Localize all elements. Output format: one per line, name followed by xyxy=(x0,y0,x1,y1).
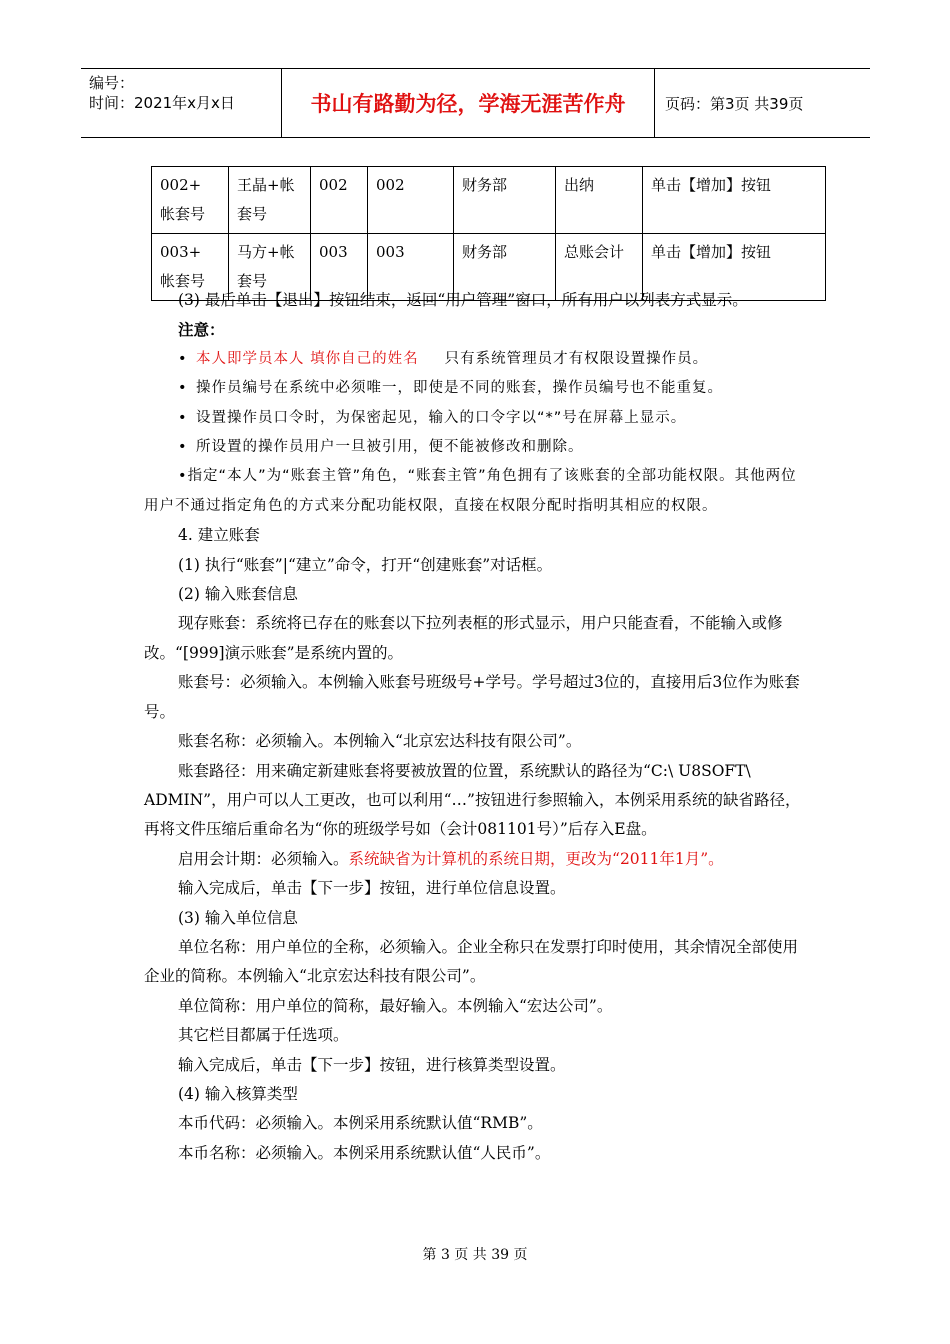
table-cell: 002 xyxy=(368,167,454,234)
bullet-icon: • xyxy=(178,468,188,485)
paragraph: 输入完成后，单击【下一步】按钮，进行核算类型设置。 xyxy=(178,1055,566,1074)
table-cell: 002 xyxy=(311,167,368,234)
paragraph: (4) 输入核算类型 xyxy=(178,1084,298,1103)
page-info: 页码：第3页 共39页 xyxy=(665,94,804,113)
bullet-icon: • xyxy=(178,380,188,397)
table-cell: 财务部 xyxy=(454,167,556,234)
bullet-text: 只有系统管理员才有权限设置操作员。 xyxy=(444,350,709,367)
paragraph: (3) 最后单击【退出】按钮结束，返回“用户管理”窗口，所有用户以列表方式显示。 xyxy=(178,291,748,309)
bullet-item xyxy=(144,404,808,433)
bullet-item xyxy=(144,374,808,403)
bullet-icon: • xyxy=(178,409,188,426)
table-row xyxy=(152,167,826,234)
paragraph: 单位简称：用户单位的简称，最好输入。本例输入“宏达公司”。 xyxy=(178,996,613,1015)
page-header xyxy=(81,68,870,138)
document-body xyxy=(144,286,808,1168)
paragraph: 输入完成后，单击【下一步】按钮，进行单位信息设置。 xyxy=(178,879,566,898)
operator-table xyxy=(151,166,826,301)
bullet-text: 设置操作员口令时，为保密起见，输入的口令字以“*”号在屏幕上显示。 xyxy=(196,409,687,426)
date-label: 时间：2021年x月x日 xyxy=(89,94,235,112)
paragraph xyxy=(144,845,808,874)
table-cell: 003+ 帐套号 xyxy=(152,234,229,301)
paragraph: 其它栏目都属于任选项。 xyxy=(178,1026,349,1045)
number-label: 编号： xyxy=(89,74,135,92)
bullet-icon: • xyxy=(178,350,188,367)
table-cell: 002+ 帐套号 xyxy=(152,167,229,234)
motto: 书山有路勤为径，学海无涯苦作舟 xyxy=(282,69,655,137)
bullet-item xyxy=(144,433,808,462)
start-period-text: 启用会计期：必须输入。 xyxy=(178,849,349,868)
bullet-item xyxy=(144,462,808,521)
bullet-text: 指定“本人”为“账套主管”角色，“账套主管”角色拥有了该账套的全部功能权限。其他两位用户不通过指定角色的方式来分配功能权限，直接在权限分配时指明其相应的权限。 xyxy=(144,468,797,514)
paragraph: 现存账套：系统将已存在的账套以下拉列表框的形式显示，用户只能查看，不能输入或修改。“[999]演示账套”是系统内置的。 xyxy=(144,614,783,662)
page-footer: 第 3 页 共 39 页 xyxy=(422,1247,528,1263)
bullet-text: 操作员编号在系统中必须唯一，即使是不同的账套，操作员编号也不能重复。 xyxy=(196,380,723,397)
bullet-item xyxy=(144,345,808,374)
paragraph: 账套路径：用来确定新建账套将要被放置的位置，系统默认的路径为“C:\ U8SOFT\ ADMIN”，用户可以人工更改，也可以利用“…”按钮进行参照输入，本例采用系统的缺省路径，再将文件压缩后重命名为“你的班级学号如（会计081101号）”后存入E盘。 xyxy=(144,761,801,839)
paragraph: 单位名称：用户单位的全称，必须输入。企业全称只在发票打印时使用，其余情况全部使用企业的简称。本例输入“北京宏达科技有限公司”。 xyxy=(144,937,799,986)
table-cell: 马方+帐套号 xyxy=(229,234,311,301)
table-cell: 财务部 xyxy=(454,234,556,301)
paragraph: (3) 输入单位信息 xyxy=(178,908,298,927)
table-cell: 出纳 xyxy=(556,167,643,234)
bullet-text: 所设置的操作员用户一旦被引用，便不能被修改和删除。 xyxy=(196,439,584,456)
header-left xyxy=(81,69,282,137)
paragraph: (2) 输入账套信息 xyxy=(178,585,298,604)
bullet-red-text: 本人即学员本人 填你自己的姓名 xyxy=(196,350,419,367)
paragraph: 本币代码：必须输入。本例采用系统默认值“RMB”。 xyxy=(178,1114,543,1133)
table-cell: 003 xyxy=(368,234,454,301)
paragraph: (1) 执行“账套”|“建立”命令，打开“创建账套”对话框。 xyxy=(178,555,553,574)
table-cell: 单击【增加】按钮 xyxy=(643,234,826,301)
paragraph: 本币名称：必须输入。本例采用系统默认值“人民币”。 xyxy=(178,1143,551,1162)
paragraph: 账套号：必须输入。本例输入账套号班级号+学号。学号超过3位的，直接用后3位作为账套号。 xyxy=(144,673,800,721)
table-cell: 王晶+帐套号 xyxy=(229,167,311,234)
table-cell: 总账会计 xyxy=(556,234,643,301)
table-cell: 003 xyxy=(311,234,368,301)
note-title: 注意： xyxy=(178,320,225,340)
bullet-icon: • xyxy=(178,439,188,456)
section-heading: 4. 建立账套 xyxy=(178,526,260,545)
paragraph: 账套名称：必须输入。本例输入“北京宏达科技有限公司”。 xyxy=(178,732,582,751)
table-cell: 单击【增加】按钮 xyxy=(643,167,826,234)
start-period-red-text: 系统缺省为计算机的系统日期，更改为“2011年1月”。 xyxy=(348,849,724,868)
